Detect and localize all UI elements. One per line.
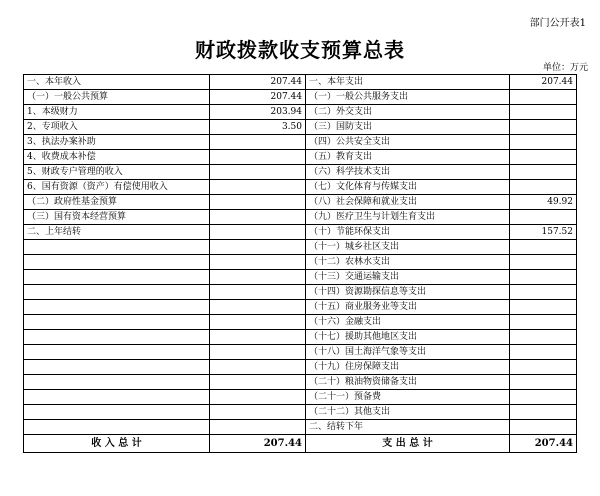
expense-label: （十八）国土海洋气象等支出 xyxy=(306,345,510,360)
expense-label: （十一）城乡社区支出 xyxy=(306,240,510,255)
income-value xyxy=(210,180,306,195)
table-row xyxy=(24,315,577,330)
page-title: 财政拨款收支预算总表 xyxy=(195,38,405,62)
expense-label: （十九）住房保障支出 xyxy=(306,360,510,375)
expense-value xyxy=(510,315,577,330)
table-row xyxy=(24,150,577,165)
table-row xyxy=(24,390,577,405)
income-total-value: 207.44 xyxy=(210,435,306,453)
income-label: 2、专项收入 xyxy=(24,120,210,135)
table-row xyxy=(24,165,577,180)
table-row xyxy=(24,225,577,240)
expense-value xyxy=(510,300,577,315)
table-row xyxy=(24,135,577,150)
expense-value xyxy=(510,105,577,120)
table-row xyxy=(24,270,577,285)
income-label: 一、本年收入 xyxy=(24,75,210,90)
table-row xyxy=(24,300,577,315)
expense-label: 一、本年支出 xyxy=(306,75,510,90)
income-label xyxy=(24,255,210,270)
table-row xyxy=(24,210,577,225)
expense-value xyxy=(510,135,577,150)
expense-label: （十）节能环保支出 xyxy=(306,225,510,240)
table-row xyxy=(24,240,577,255)
income-label xyxy=(24,330,210,345)
expense-value xyxy=(510,330,577,345)
income-label: 3、执法办案补助 xyxy=(24,135,210,150)
income-value xyxy=(210,240,306,255)
income-value xyxy=(210,225,306,240)
table-row xyxy=(24,195,577,210)
expense-value xyxy=(510,150,577,165)
table-row xyxy=(24,120,577,135)
expense-value xyxy=(510,240,577,255)
expense-label: （三）国防支出 xyxy=(306,120,510,135)
expense-value xyxy=(510,285,577,300)
income-label: （三）国有资本经营预算 xyxy=(24,210,210,225)
table-row xyxy=(24,375,577,390)
income-value: 203.94 xyxy=(210,105,306,120)
table-row xyxy=(24,360,577,375)
expense-total-value: 207.44 xyxy=(510,435,577,453)
income-label xyxy=(24,345,210,360)
income-value xyxy=(210,255,306,270)
income-label xyxy=(24,300,210,315)
income-label: 5、财政专户管理的收入 xyxy=(24,165,210,180)
expense-label: （十六）金融支出 xyxy=(306,315,510,330)
expense-label: （五）教育支出 xyxy=(306,150,510,165)
table-row xyxy=(24,420,577,435)
income-label: 4、收费成本补偿 xyxy=(24,150,210,165)
income-label: 二、上年结转 xyxy=(24,225,210,240)
income-value xyxy=(210,375,306,390)
income-value xyxy=(210,345,306,360)
budget-table xyxy=(23,74,577,453)
table-row xyxy=(24,345,577,360)
expense-label: （九）医疗卫生与计划生育支出 xyxy=(306,210,510,225)
expense-label: （六）科学技术支出 xyxy=(306,165,510,180)
table-row xyxy=(24,105,577,120)
income-value: 207.44 xyxy=(210,90,306,105)
income-label xyxy=(24,360,210,375)
income-value xyxy=(210,285,306,300)
expense-label: （七）文化体育与传媒支出 xyxy=(306,180,510,195)
expense-label: （二）外交支出 xyxy=(306,105,510,120)
totals-row xyxy=(24,435,577,453)
expense-value: 49.92 xyxy=(510,195,577,210)
expense-label: （四）公共安全支出 xyxy=(306,135,510,150)
table-row xyxy=(24,255,577,270)
expense-value xyxy=(510,270,577,285)
income-value xyxy=(210,300,306,315)
expense-label: 二、结转下年 xyxy=(306,420,510,435)
table-row xyxy=(24,75,577,90)
expense-value xyxy=(510,375,577,390)
expense-label: （二十二）其他支出 xyxy=(306,405,510,420)
income-value xyxy=(210,360,306,375)
expense-label: （十四）资源勘探信息等支出 xyxy=(306,285,510,300)
income-label: 1、本级财力 xyxy=(24,105,210,120)
income-value xyxy=(210,315,306,330)
income-value xyxy=(210,420,306,435)
expense-value xyxy=(510,90,577,105)
expense-label: （十五）商业服务业等支出 xyxy=(306,300,510,315)
budget-table-body xyxy=(24,75,577,435)
income-label xyxy=(24,405,210,420)
expense-value xyxy=(510,255,577,270)
income-value xyxy=(210,390,306,405)
income-value xyxy=(210,270,306,285)
expense-label: （十七）援助其他地区支出 xyxy=(306,330,510,345)
income-value xyxy=(210,195,306,210)
expense-value xyxy=(510,120,577,135)
income-label xyxy=(24,420,210,435)
table-row xyxy=(24,285,577,300)
income-value xyxy=(210,405,306,420)
table-row xyxy=(24,90,577,105)
income-value xyxy=(210,210,306,225)
expense-value xyxy=(510,180,577,195)
expense-label: （十三）交通运输支出 xyxy=(306,270,510,285)
income-value: 3.50 xyxy=(210,120,306,135)
form-reference: 部门公开表1 xyxy=(529,18,586,29)
expense-label: （二十一）预备费 xyxy=(306,390,510,405)
income-value xyxy=(210,165,306,180)
income-label xyxy=(24,315,210,330)
expense-value xyxy=(510,405,577,420)
expense-label: （十二）农林水支出 xyxy=(306,255,510,270)
income-label xyxy=(24,390,210,405)
expense-label: （八）社会保障和就业支出 xyxy=(306,195,510,210)
income-label xyxy=(24,375,210,390)
unit-label: 单位：万元 xyxy=(542,63,588,73)
expense-value xyxy=(510,390,577,405)
table-row xyxy=(24,330,577,345)
expense-value: 207.44 xyxy=(510,75,577,90)
income-label: （二）政府性基金预算 xyxy=(24,195,210,210)
income-total-label: 收 入 总 计 xyxy=(24,435,210,453)
expense-value xyxy=(510,210,577,225)
table-row xyxy=(24,405,577,420)
income-value xyxy=(210,135,306,150)
expense-value: 157.52 xyxy=(510,225,577,240)
expense-value xyxy=(510,360,577,375)
expense-label: （一）一般公共服务支出 xyxy=(306,90,510,105)
income-label xyxy=(24,285,210,300)
table-row xyxy=(24,180,577,195)
income-label xyxy=(24,240,210,255)
income-value xyxy=(210,330,306,345)
income-label xyxy=(24,270,210,285)
expense-label: （二十）粮油物资储备支出 xyxy=(306,375,510,390)
income-value xyxy=(210,150,306,165)
expense-total-label: 支 出 总 计 xyxy=(306,435,510,453)
expense-value xyxy=(510,345,577,360)
expense-value xyxy=(510,420,577,435)
income-label: （一）一般公共预算 xyxy=(24,90,210,105)
income-value: 207.44 xyxy=(210,75,306,90)
income-label: 6、国有资源（资产）有偿使用收入 xyxy=(24,180,210,195)
expense-value xyxy=(510,165,577,180)
